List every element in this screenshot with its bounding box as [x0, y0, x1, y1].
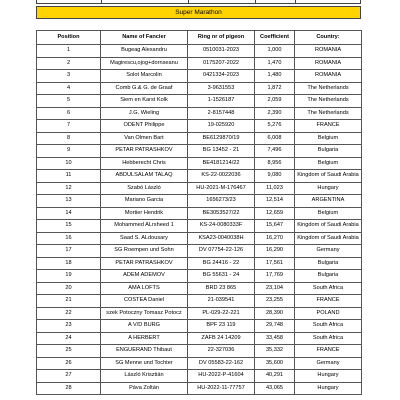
table-row [37, 282, 362, 295]
table-row [37, 145, 362, 158]
country-cell: South Africa [295, 320, 362, 333]
table-row [37, 270, 362, 283]
fancier-cell: Saad S. ALdousary [101, 232, 188, 245]
country-cell: South Africa [295, 332, 362, 345]
position-cell: 22 [37, 307, 101, 320]
position-cell: 27 [37, 370, 101, 383]
country-cell: The Netherlands [295, 82, 362, 95]
position-cell: 23 [37, 320, 101, 333]
position-cell: 3 [37, 70, 101, 83]
position-cell: 16 [37, 232, 101, 245]
country-cell: ROMANIA [295, 70, 362, 83]
coefficient-cell: 1,872 [255, 82, 295, 95]
ring-cell: BG 24416 - 22 [188, 257, 255, 270]
ring-cell: KSA23-0040038H [188, 232, 255, 245]
position-cell: 14 [37, 207, 101, 220]
coefficient-cell: 23,255 [255, 295, 295, 308]
coefficient-cell: 17,561 [255, 257, 295, 270]
coefficient-cell: 15,647 [255, 220, 295, 233]
position-cell: 13 [37, 195, 101, 208]
ring-cell: 0510031-2023 [188, 45, 255, 58]
coefficient-cell: 1,480 [255, 70, 295, 83]
country-cell: ARGENTINA [295, 195, 362, 208]
table-row [37, 320, 362, 333]
position-cell: 5 [37, 95, 101, 108]
table-row [37, 357, 362, 370]
fancier-cell: László Krisztián [101, 370, 188, 383]
country-cell: Belgium [295, 207, 362, 220]
fancier-cell: Szabó László [101, 182, 188, 195]
country-cell: FRANCE [295, 295, 362, 308]
country-cell: The Netherlands [295, 107, 362, 120]
header-row [37, 31, 362, 45]
fancier-cell: SG Menne und Tochter [101, 357, 188, 370]
table-row [37, 70, 362, 83]
fancier-cell: AMA LOFTS [101, 282, 188, 295]
coefficient-cell: 12,514 [255, 195, 295, 208]
country-cell: Kingdom of Saudi Arabia [295, 232, 362, 245]
coefficient-cell: 8,956 [255, 157, 295, 170]
country-cell: South Africa [295, 282, 362, 295]
coefficient-cell: 11,023 [255, 182, 295, 195]
ring-cell: 21-039541 [188, 295, 255, 308]
position-cell: 4 [37, 82, 101, 95]
coefficient-cell: 33,458 [255, 332, 295, 345]
position-cell: 20 [37, 282, 101, 295]
ring-cell: 0175207-2022 [188, 57, 255, 70]
ring-cell: BG 13452 - 21 [188, 145, 255, 158]
coefficient-cell: 12,659 [255, 207, 295, 220]
table-row [37, 332, 362, 345]
coefficient-cell: 17,769 [255, 270, 295, 283]
ring-cell: BPF 23 119 [188, 320, 255, 333]
results-table [36, 30, 362, 395]
coefficient-cell: 40,291 [255, 370, 295, 383]
table-row [37, 307, 362, 320]
fancier-cell: Hebberecht Chris [101, 157, 188, 170]
coefficient-cell: 2,390 [255, 107, 295, 120]
ring-cell: BE6129870/19 [188, 132, 255, 145]
table-row [37, 295, 362, 308]
table-row [37, 245, 362, 258]
country-cell: Bulgaria [295, 257, 362, 270]
position-cell: 18 [37, 257, 101, 270]
fancier-cell: Mohammed ALrsheed 1 [101, 220, 188, 233]
position-cell: 1 [37, 45, 101, 58]
fancier-cell: SG Roempen und Sohn [101, 245, 188, 258]
top-table-fragment [36, 0, 361, 4]
table-row [37, 107, 362, 120]
table-row [37, 370, 362, 383]
country-cell: ROMANIA [295, 45, 362, 58]
ring-cell: BE4181214/22 [188, 157, 255, 170]
fancier-cell: Van Olmen Bart [101, 132, 188, 145]
country-cell: Hungary [295, 382, 362, 395]
coefficient-cell: 1,470 [255, 57, 295, 70]
ring-cell: KS-22-0022036 [188, 170, 255, 183]
fancier-cell: szek Potoczny Tomasz Potocz [101, 307, 188, 320]
table-row [37, 120, 362, 133]
coefficient-cell: 35,332 [255, 345, 295, 358]
coefficient-cell: 29,748 [255, 320, 295, 333]
table-row [37, 345, 362, 358]
country-cell: Hungary [295, 370, 362, 383]
ring-cell: 0421334-2023 [188, 70, 255, 83]
category-banner: Super Marathon [36, 6, 361, 19]
fancier-cell: J.G. Wieling [101, 107, 188, 120]
ring-cell: PL-029-22-221 [188, 307, 255, 320]
fancier-cell: Comb G.& G. de Graaf [101, 82, 188, 95]
ring-cell: 1656273/23 [188, 195, 255, 208]
table-row [37, 157, 362, 170]
coefficient-cell: 35,600 [255, 357, 295, 370]
position-cell: 25 [37, 345, 101, 358]
table-row [37, 170, 362, 183]
fancier-cell: ODENT Philippe [101, 120, 188, 133]
fancier-cell: Mortier Hendrik [101, 207, 188, 220]
ring-cell: 22-327036 [188, 345, 255, 358]
country-cell: Bulgaria [295, 145, 362, 158]
country-cell: Hungary [295, 182, 362, 195]
position-cell: 10 [37, 157, 101, 170]
table-row [37, 207, 362, 220]
fancier-cell: COSTEA Daniel [101, 295, 188, 308]
table-row [37, 95, 362, 108]
fancier-cell: Solot Marcolin [101, 70, 188, 83]
country-cell: Kingdom of Saudi Arabia [295, 220, 362, 233]
position-cell: 15 [37, 220, 101, 233]
country-cell: The Netherlands [295, 95, 362, 108]
country-cell: Germany [295, 245, 362, 258]
country-cell: FRANCE [295, 120, 362, 133]
table-row [37, 220, 362, 233]
table-row [37, 132, 362, 145]
position-cell: 2 [37, 57, 101, 70]
fancier-cell: A V/D BURG [101, 320, 188, 333]
coefficient-cell: 16,290 [255, 245, 295, 258]
coefficient-cell: 43,065 [255, 382, 295, 395]
fancier-cell: Magirescu,ojog+dornseanu [101, 57, 188, 70]
table-row [37, 257, 362, 270]
country-cell: Germany [295, 357, 362, 370]
position-cell: 21 [37, 295, 101, 308]
fancier-cell: ADEM ADEMOV [101, 270, 188, 283]
coefficient-cell: 9,080 [255, 170, 295, 183]
fancier-cell: PETAR PATRASHKOV [101, 145, 188, 158]
ring-cell: KS-24-0080333F [188, 220, 255, 233]
coefficient-cell: 1,000 [255, 45, 295, 58]
coefficient-cell: 28,390 [255, 307, 295, 320]
position-cell: 11 [37, 170, 101, 183]
ring-cell: 2-8157448 [188, 107, 255, 120]
country-cell: Kingdom of Saudi Arabia [295, 170, 362, 183]
ring-cell: BRD 23 865 [188, 282, 255, 295]
fancier-cell: Siem en Karst Kolk [101, 95, 188, 108]
table-row [37, 182, 362, 195]
ring-cell: ZAFB 24 14209 [188, 332, 255, 345]
ring-cell: 1-1526187 [188, 95, 255, 108]
country-cell: ROMANIA [295, 57, 362, 70]
fancier-cell: A HERBERT [101, 332, 188, 345]
table-row [37, 57, 362, 70]
table-row [37, 382, 362, 395]
country-cell: FRANCE [295, 345, 362, 358]
header-position: Position [37, 31, 101, 45]
table-row [37, 82, 362, 95]
ring-cell: HU-2022-11-77757 [188, 382, 255, 395]
fancier-cell: Páva Zoltán [101, 382, 188, 395]
ring-cell: DV 05583-22-162 [188, 357, 255, 370]
coefficient-cell: 2,059 [255, 95, 295, 108]
header-country: Country: [295, 31, 362, 45]
position-cell: 8 [37, 132, 101, 145]
coefficient-cell: 7,496 [255, 145, 295, 158]
position-cell: 9 [37, 145, 101, 158]
table-row [37, 195, 362, 208]
fancier-cell: PETAR PATRASHKOV [101, 257, 188, 270]
coefficient-cell: 5,276 [255, 120, 295, 133]
country-cell: POLAND [295, 307, 362, 320]
position-cell: 6 [37, 107, 101, 120]
header-fancier: Name of Fancier [101, 31, 188, 45]
ring-cell: BG 55631 - 24 [188, 270, 255, 283]
fancier-cell: ENGUERAND Thibaut [101, 345, 188, 358]
ring-cell: 19-025920 [188, 120, 255, 133]
position-cell: 28 [37, 382, 101, 395]
ring-cell: HU-2022-P-41604 [188, 370, 255, 383]
header-ring: Ring nr of pigeon [188, 31, 255, 45]
coefficient-cell: 16,270 [255, 232, 295, 245]
coefficient-cell: 6,008 [255, 132, 295, 145]
position-cell: 7 [37, 120, 101, 133]
table-row [37, 232, 362, 245]
fancier-cell: Mariano Garcia [101, 195, 188, 208]
fancier-cell: ABDULSALAM TALAQ [101, 170, 188, 183]
position-cell: 26 [37, 357, 101, 370]
country-cell: Belgium [295, 132, 362, 145]
country-cell: Bulgaria [295, 270, 362, 283]
country-cell: Belgium [295, 157, 362, 170]
table-row [37, 45, 362, 58]
position-cell: 24 [37, 332, 101, 345]
ring-cell: HU-2021-M-176467 [188, 182, 255, 195]
ring-cell: 3-9631553 [188, 82, 255, 95]
position-cell: 17 [37, 245, 101, 258]
header-coefficient: Coefficient [255, 31, 295, 45]
ring-cell: BE3053527/22 [188, 207, 255, 220]
ring-cell: DV 07754-22-126 [188, 245, 255, 258]
coefficient-cell: 23,104 [255, 282, 295, 295]
fancier-cell: Bugeag Alexandru [101, 45, 188, 58]
position-cell: 19 [37, 270, 101, 283]
position-cell: 12 [37, 182, 101, 195]
